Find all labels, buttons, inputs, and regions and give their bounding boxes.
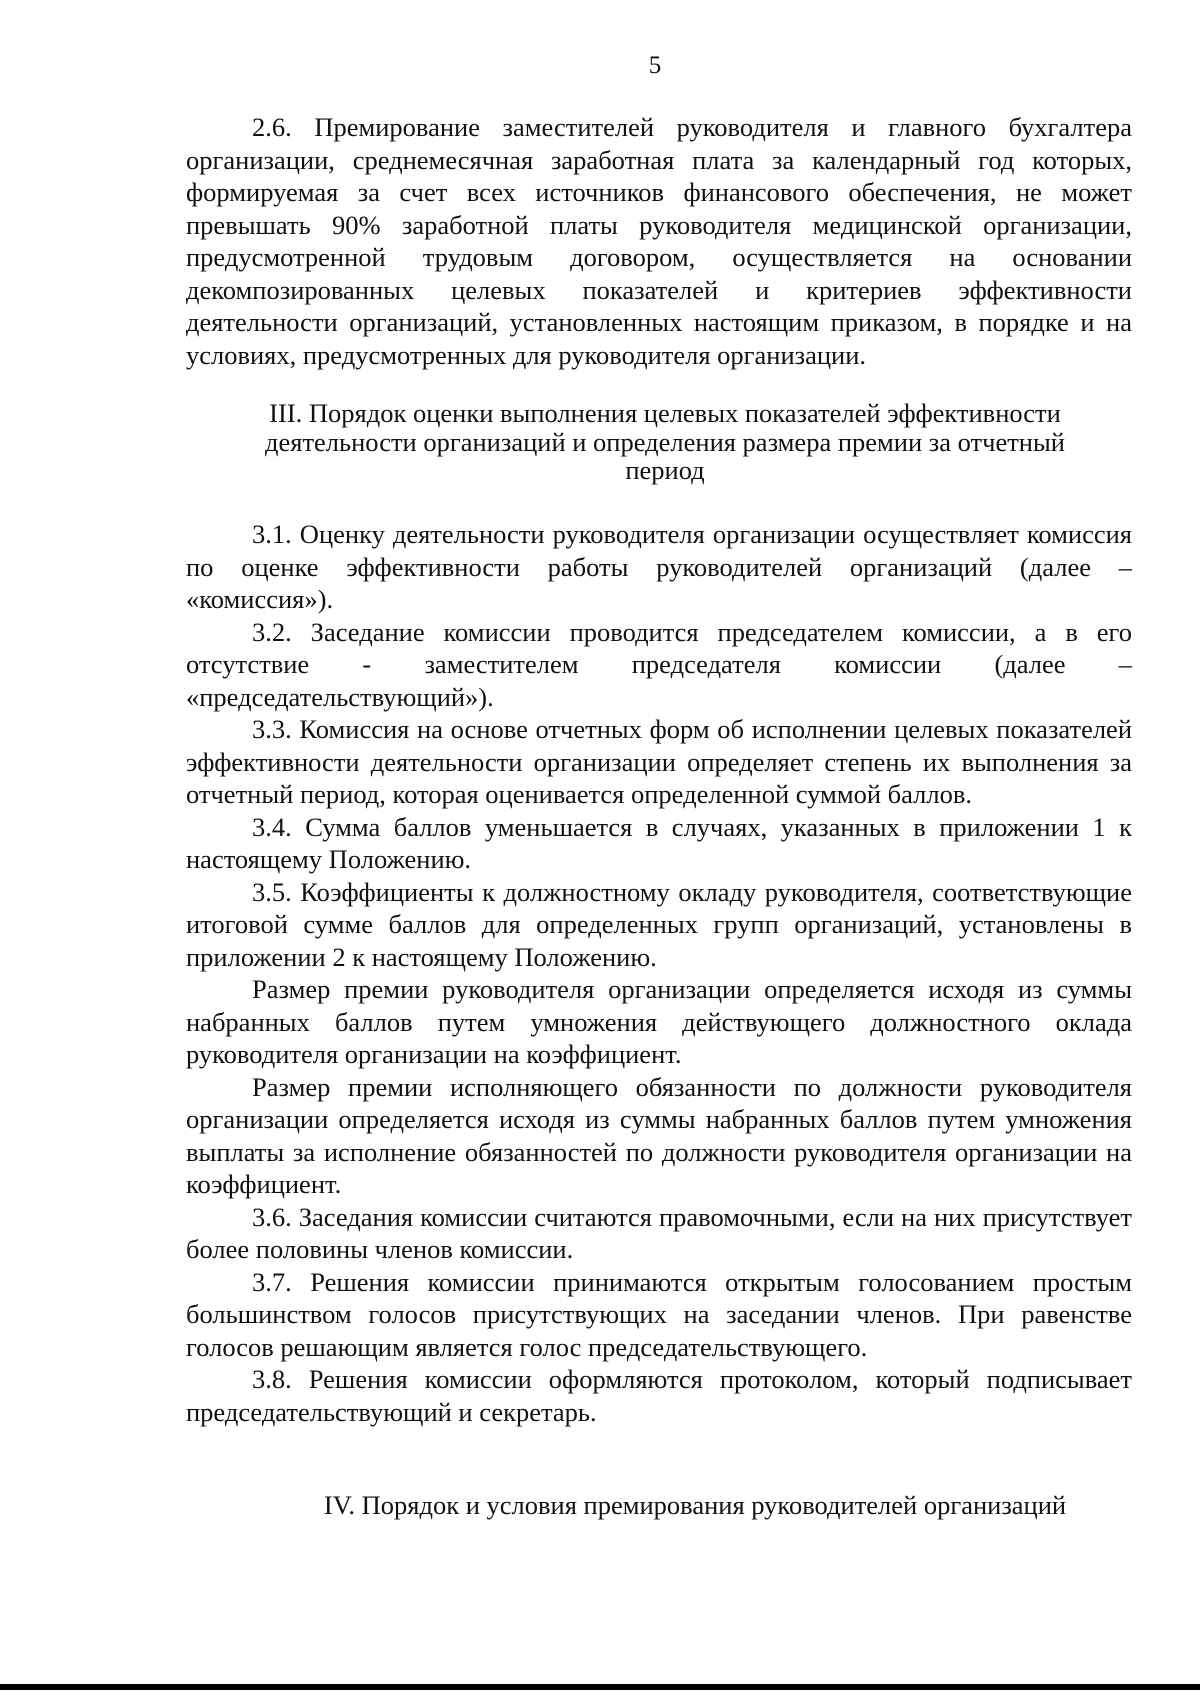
paragraph-3-3: 3.3. Комиссия на основе отчетных форм об исполнении целевых показателей эффективности деятельности организации определяет степень их выполнения за отчетный период, которая оценивается определенной суммой баллов. <box>186 714 1132 809</box>
paragraph-3-4: 3.4. Сумма баллов уменьшается в случаях, указанных в приложении 1 к настоящему Положению. <box>186 811 1132 874</box>
paragraph-3-2: 3.2. Заседание комиссии проводится председателем комиссии, а в его отсутствие - заместителем председателя комиссии (далее – «председательствующий»). <box>186 616 1132 712</box>
paragraph-3-6: 3.6. Заседания комиссии считаются правомочными, если на них присутствует более половины членов комиссии. <box>186 1201 1132 1264</box>
paragraph-bonus-size-acting-head: Размер премии исполняющего обязанности по должности руководителя организации определяется исходя из суммы набранных баллов путем умножения выплаты за исполнение обязанностей по должности руководителя организации на коэффициент. <box>186 1071 1132 1199</box>
section-3-heading-line: период <box>625 455 705 485</box>
paragraph-3-7: 3.7. Решения комиссии принимаются открытым голосованием простым большинством голосов присутствующих на заседании членов. При равенстве голосов решающим является голос председательствующего. <box>186 1266 1132 1362</box>
paragraph-3-8: 3.8. Решения комиссии оформляются протоколом, который подписывает председательствующий и секретарь. <box>186 1364 1132 1427</box>
section-3-body <box>186 518 1132 1428</box>
section-3-heading <box>200 399 1130 485</box>
paragraph-bonus-size-head: Размер премии руководителя организации определяется исходя из суммы набранных баллов путем умножения действующего должностного оклада руководителя организации на коэффициент. <box>186 974 1132 1069</box>
paragraph-3-1: 3.1. Оценку деятельности руководителя организации осуществляет комиссия по оценке эффективности работы руководителей организаций (далее – «комиссия»). <box>186 519 1132 614</box>
paragraph-2-6: 2.6. Премирование заместителей руководителя и главного бухгалтера организации, среднемесячная заработная плата за календарный год которых, формируемая за счет всех источников финансового обеспечения, не может превышать 90% заработной платы руководителя медицинской организации, предусмотренной трудовым договором, осуществляется на основании декомпозированных целевых показателей и критериев эффективности деятельности организаций, установленных настоящим приказом, в порядке и на условиях, предусмотренных для руководителя организации. <box>186 112 1132 370</box>
section-3-heading-line: III. Порядок оценки выполнения целевых показателей эффективности <box>269 398 1061 428</box>
section-3-heading-line: деятельности организаций и определения размера премии за отчетный <box>265 426 1065 457</box>
paragraph-3-5: 3.5. Коэффициенты к должностному окладу руководителя, соответствующие итоговой сумме баллов для определенных групп организаций, установлены в приложении 2 к настоящему Положению. <box>186 876 1132 972</box>
bottom-border-line <box>0 1684 1200 1690</box>
section-2-6 <box>186 111 1132 371</box>
page-number: 5 <box>648 52 662 79</box>
section-4-heading: IV. Порядок и условия премирования руководителей организаций <box>323 1490 1067 1520</box>
